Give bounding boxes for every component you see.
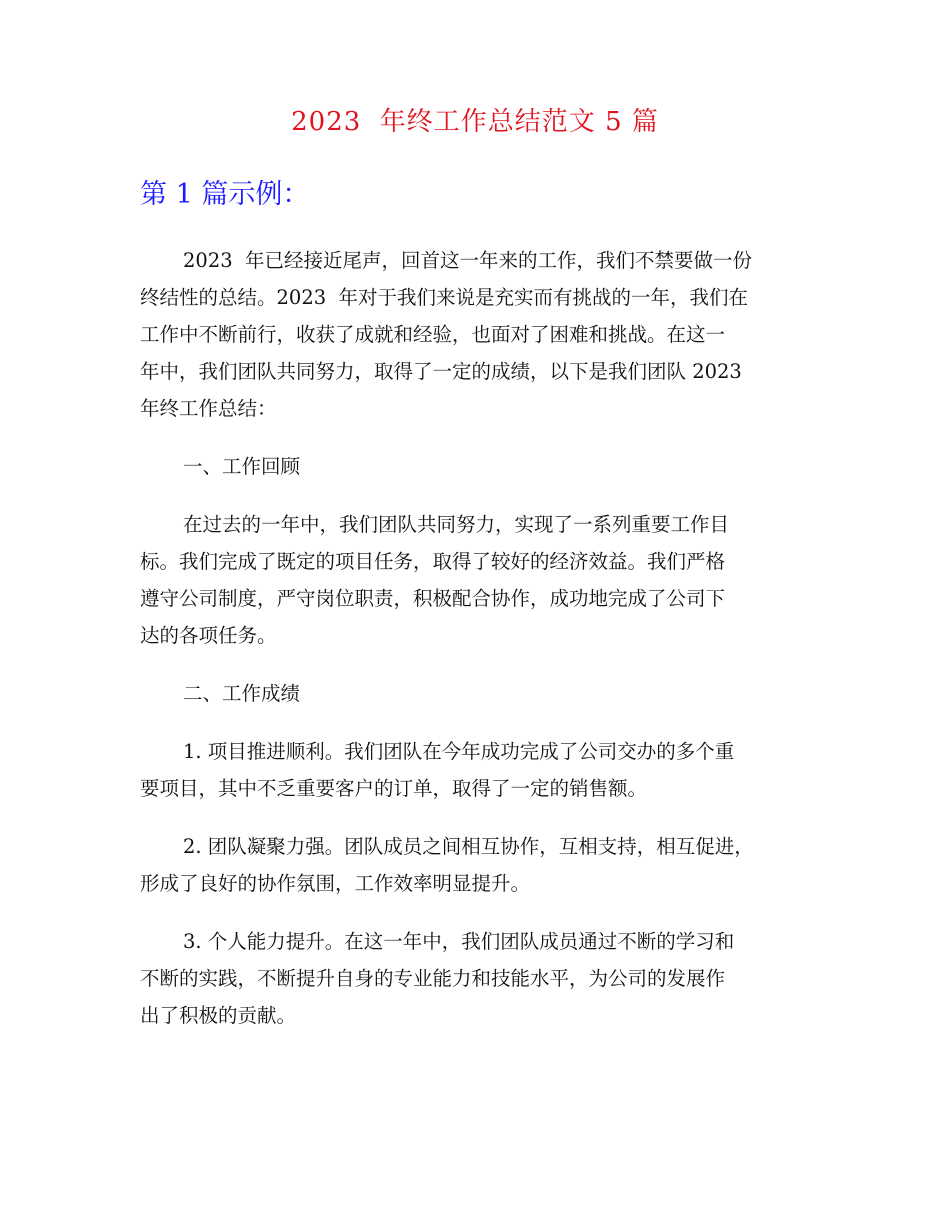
paragraph-line: 2023 年已经接近尾声，回首这一年来的工作，我们不禁要做一份 (183, 249, 753, 272)
paragraph-line: 年终工作总结： (140, 397, 277, 420)
section-heading: 第 1 篇示例： (140, 179, 310, 210)
paragraph-line: 3. 个人能力提升。在这一年中，我们团队成员通过不断的学习和 (183, 930, 735, 953)
subheading-work-achievements (140, 675, 830, 712)
paragraph-line: 要项目，其中不乏重要客户的订单，取得了一定的销售额。 (140, 777, 648, 800)
paragraph-line: 终结性的总结。2023 年对于我们来说是充实而有挑战的一年，我们在 (140, 286, 749, 309)
paragraph-line: 出了积极的贡献。 (140, 1004, 297, 1027)
paragraph-line: 工作中不断前行，收获了成就和经验，也面对了困难和挑战。在这一 (140, 323, 726, 346)
paragraph-line: 不断的实践，不断提升自身的专业能力和技能水平，为公司的发展作 (140, 967, 726, 990)
paragraph-line: 2. 团队凝聚力强。团队成员之间相互协作，互相支持，相互促进， (183, 835, 754, 858)
document-body (140, 242, 830, 1034)
paragraph-line: 在过去的一年中，我们团队共同努力，实现了一系列重要工作目 (183, 513, 730, 536)
subheading-text: 二、工作成绩 (183, 682, 301, 705)
paragraph-line: 形成了良好的协作氛围，工作效率明显提升。 (140, 872, 531, 895)
document-title: 2023 年终工作总结范文 5 篇 (291, 107, 659, 137)
paragraph-intro (140, 242, 830, 427)
paragraph-line: 标。我们完成了既定的项目任务，取得了较好的经济效益。我们严格 (140, 550, 726, 573)
paragraph-review (140, 506, 830, 654)
list-item-1 (140, 733, 830, 807)
subheading-work-review (140, 448, 830, 485)
paragraph-line: 遵守公司制度，严守岗位职责，积极配合协作，成功地完成了公司下 (140, 587, 726, 610)
paragraph-line: 1. 项目推进顺利。我们团队在今年成功完成了公司交办的多个重 (183, 740, 735, 763)
list-item-3 (140, 923, 830, 1034)
paragraph-line: 达的各项任务。 (140, 624, 277, 647)
list-item-2 (140, 828, 830, 902)
subheading-text: 一、工作回顾 (183, 455, 301, 478)
paragraph-line: 年中，我们团队共同努力，取得了一定的成绩，以下是我们团队 2023 (140, 360, 742, 383)
